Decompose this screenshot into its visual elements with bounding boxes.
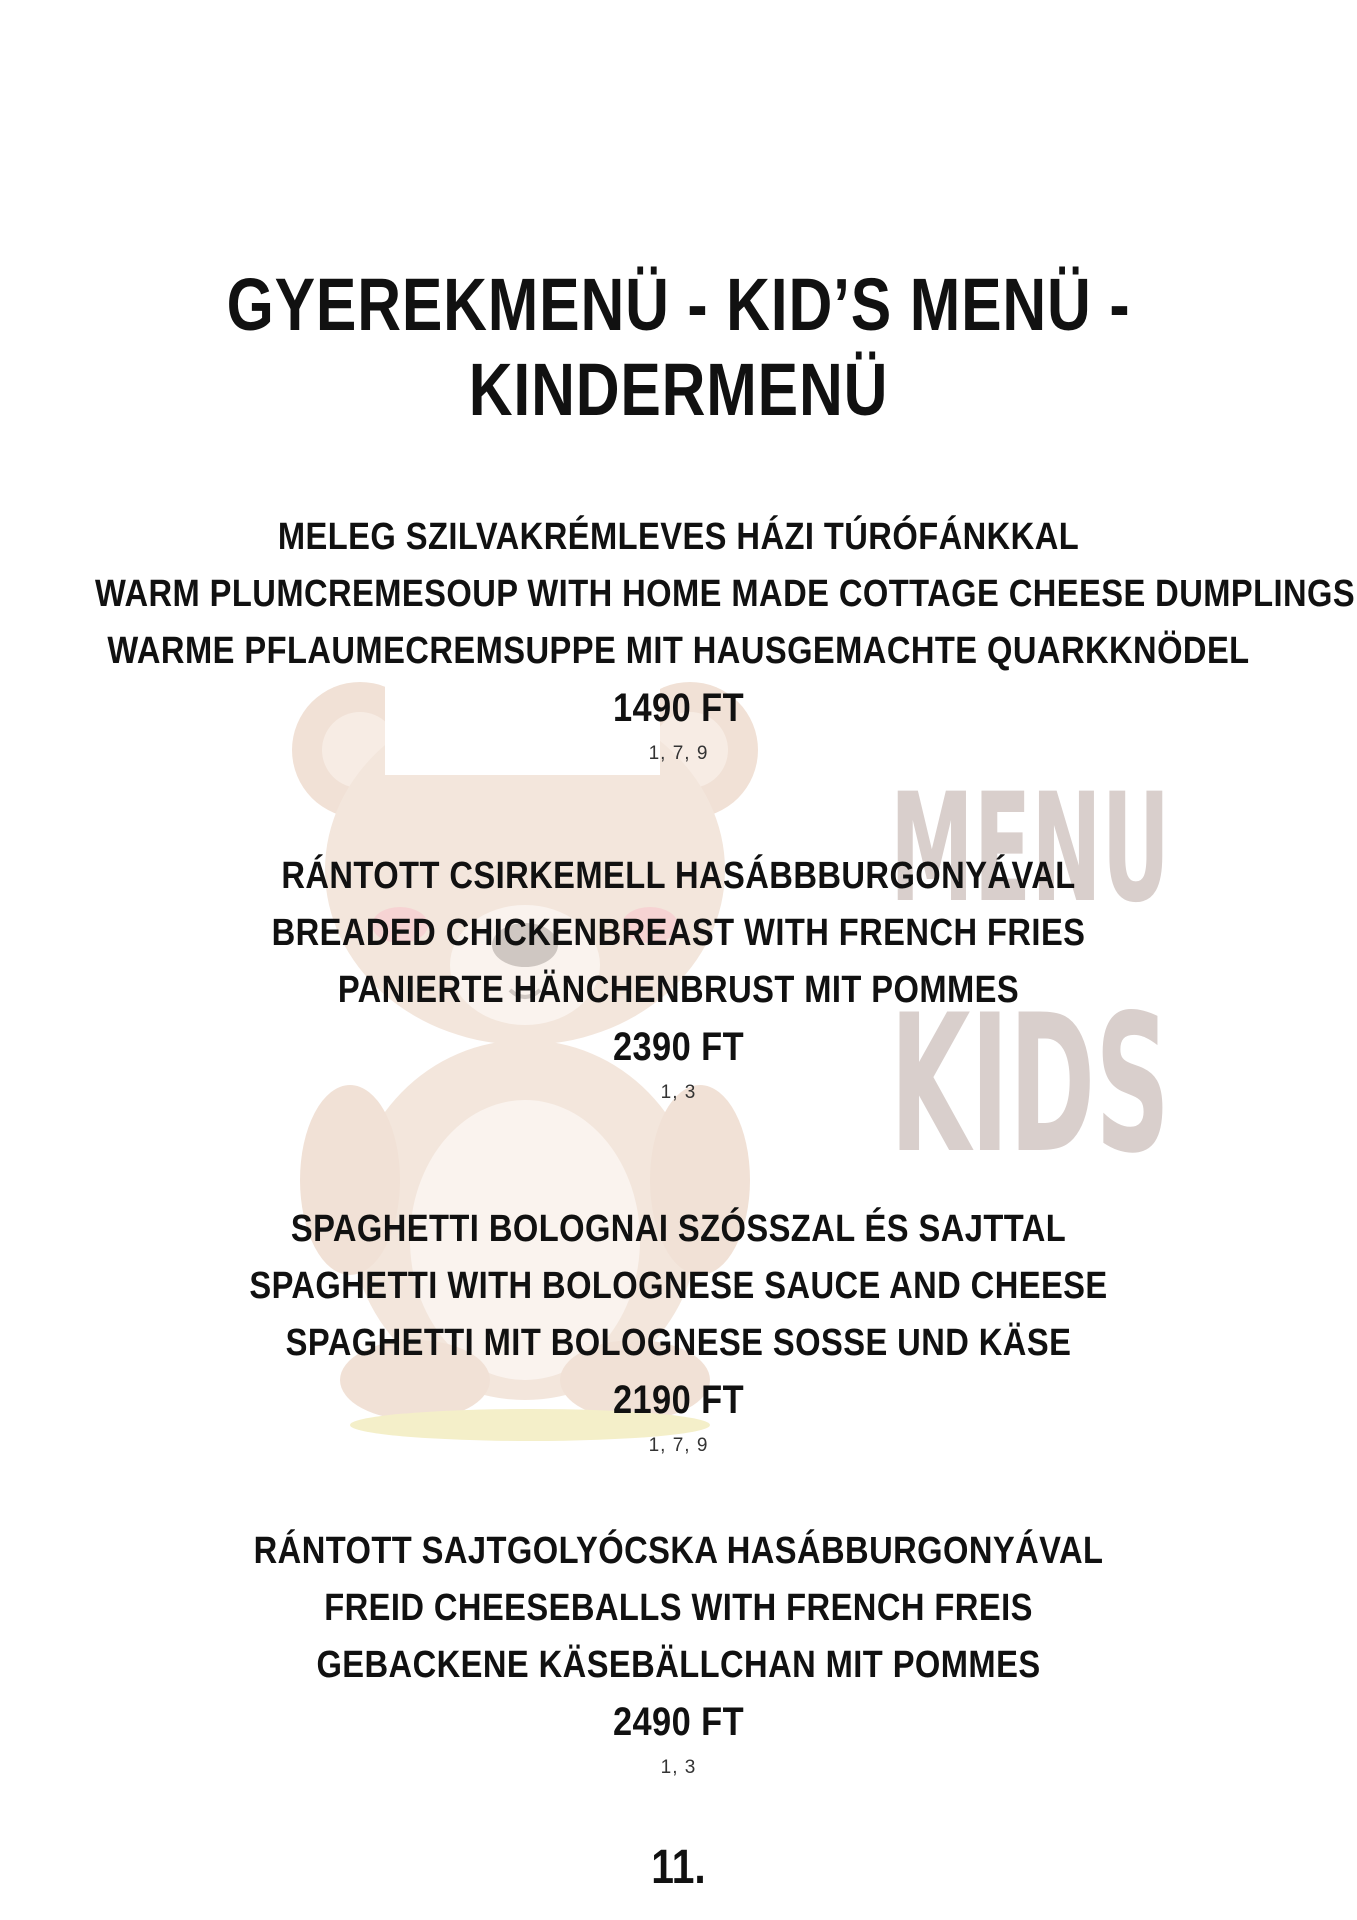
item-name-de: GEBACKENE KÄSEBÄLLCHAN MIT POMMES: [316, 1644, 1041, 1686]
item-price: 2390 FT: [612, 1025, 745, 1069]
menu-item: [0, 848, 1357, 1104]
menu-item: [0, 1201, 1357, 1457]
item-allergens: 1, 3: [660, 1082, 697, 1103]
item-price: 2490 FT: [612, 1700, 745, 1744]
watermark-line2: KIDS: [890, 974, 1170, 1195]
item-name-en: BREADED CHICKENBREAST WITH FRENCH FRIES: [271, 912, 1086, 954]
watermark-line1: MENU: [890, 762, 1170, 936]
menu-item: [0, 509, 1357, 765]
item-name-de: PANIERTE HÄNCHENBRUST MIT POMMES: [337, 969, 1020, 1011]
item-name-en: FREID CHEESEBALLS WITH FRENCH FREIS: [324, 1587, 1033, 1629]
item-name-hu: RÁNTOTT SAJTGOLYÓCSKA HASÁBBURGONYÁVAL: [253, 1530, 1104, 1572]
item-allergens: 1, 3: [660, 1757, 697, 1778]
menu-item: [0, 1523, 1357, 1779]
item-name-de: WARME PFLAUMECREMSUPPE MIT HAUSGEMACHTE QUARKKNÖDEL: [107, 630, 1250, 672]
item-name-en: WARM PLUMCREMESOUP WITH HOME MADE COTTAGE CHEESE DUMPLINGS: [94, 573, 1356, 615]
item-allergens: 1, 7, 9: [648, 743, 709, 764]
item-name-hu: RÁNTOTT CSIRKEMELL HASÁBBBURGONYÁVAL: [281, 855, 1076, 897]
item-name-hu: SPAGHETTI BOLOGNAI SZÓSSZAL ÉS SAJTTAL: [290, 1208, 1067, 1250]
item-name-hu: MELEG SZILVAKRÉMLEVES HÁZI TÚRÓFÁNKKAL: [277, 516, 1080, 558]
page-number: 11.: [651, 1841, 706, 1894]
page-title: GYEREKMENÜ - KID’S MENÜ -KINDERMENÜ: [226, 263, 1131, 431]
item-price: 1490 FT: [612, 686, 745, 730]
item-name-de: SPAGHETTI MIT BOLOGNESE SOSSE UND KÄSE: [285, 1322, 1072, 1364]
item-name-en: SPAGHETTI WITH BOLOGNESE SAUCE AND CHEESE: [249, 1265, 1108, 1307]
item-price: 2190 FT: [612, 1378, 745, 1422]
item-allergens: 1, 7, 9: [648, 1435, 709, 1456]
